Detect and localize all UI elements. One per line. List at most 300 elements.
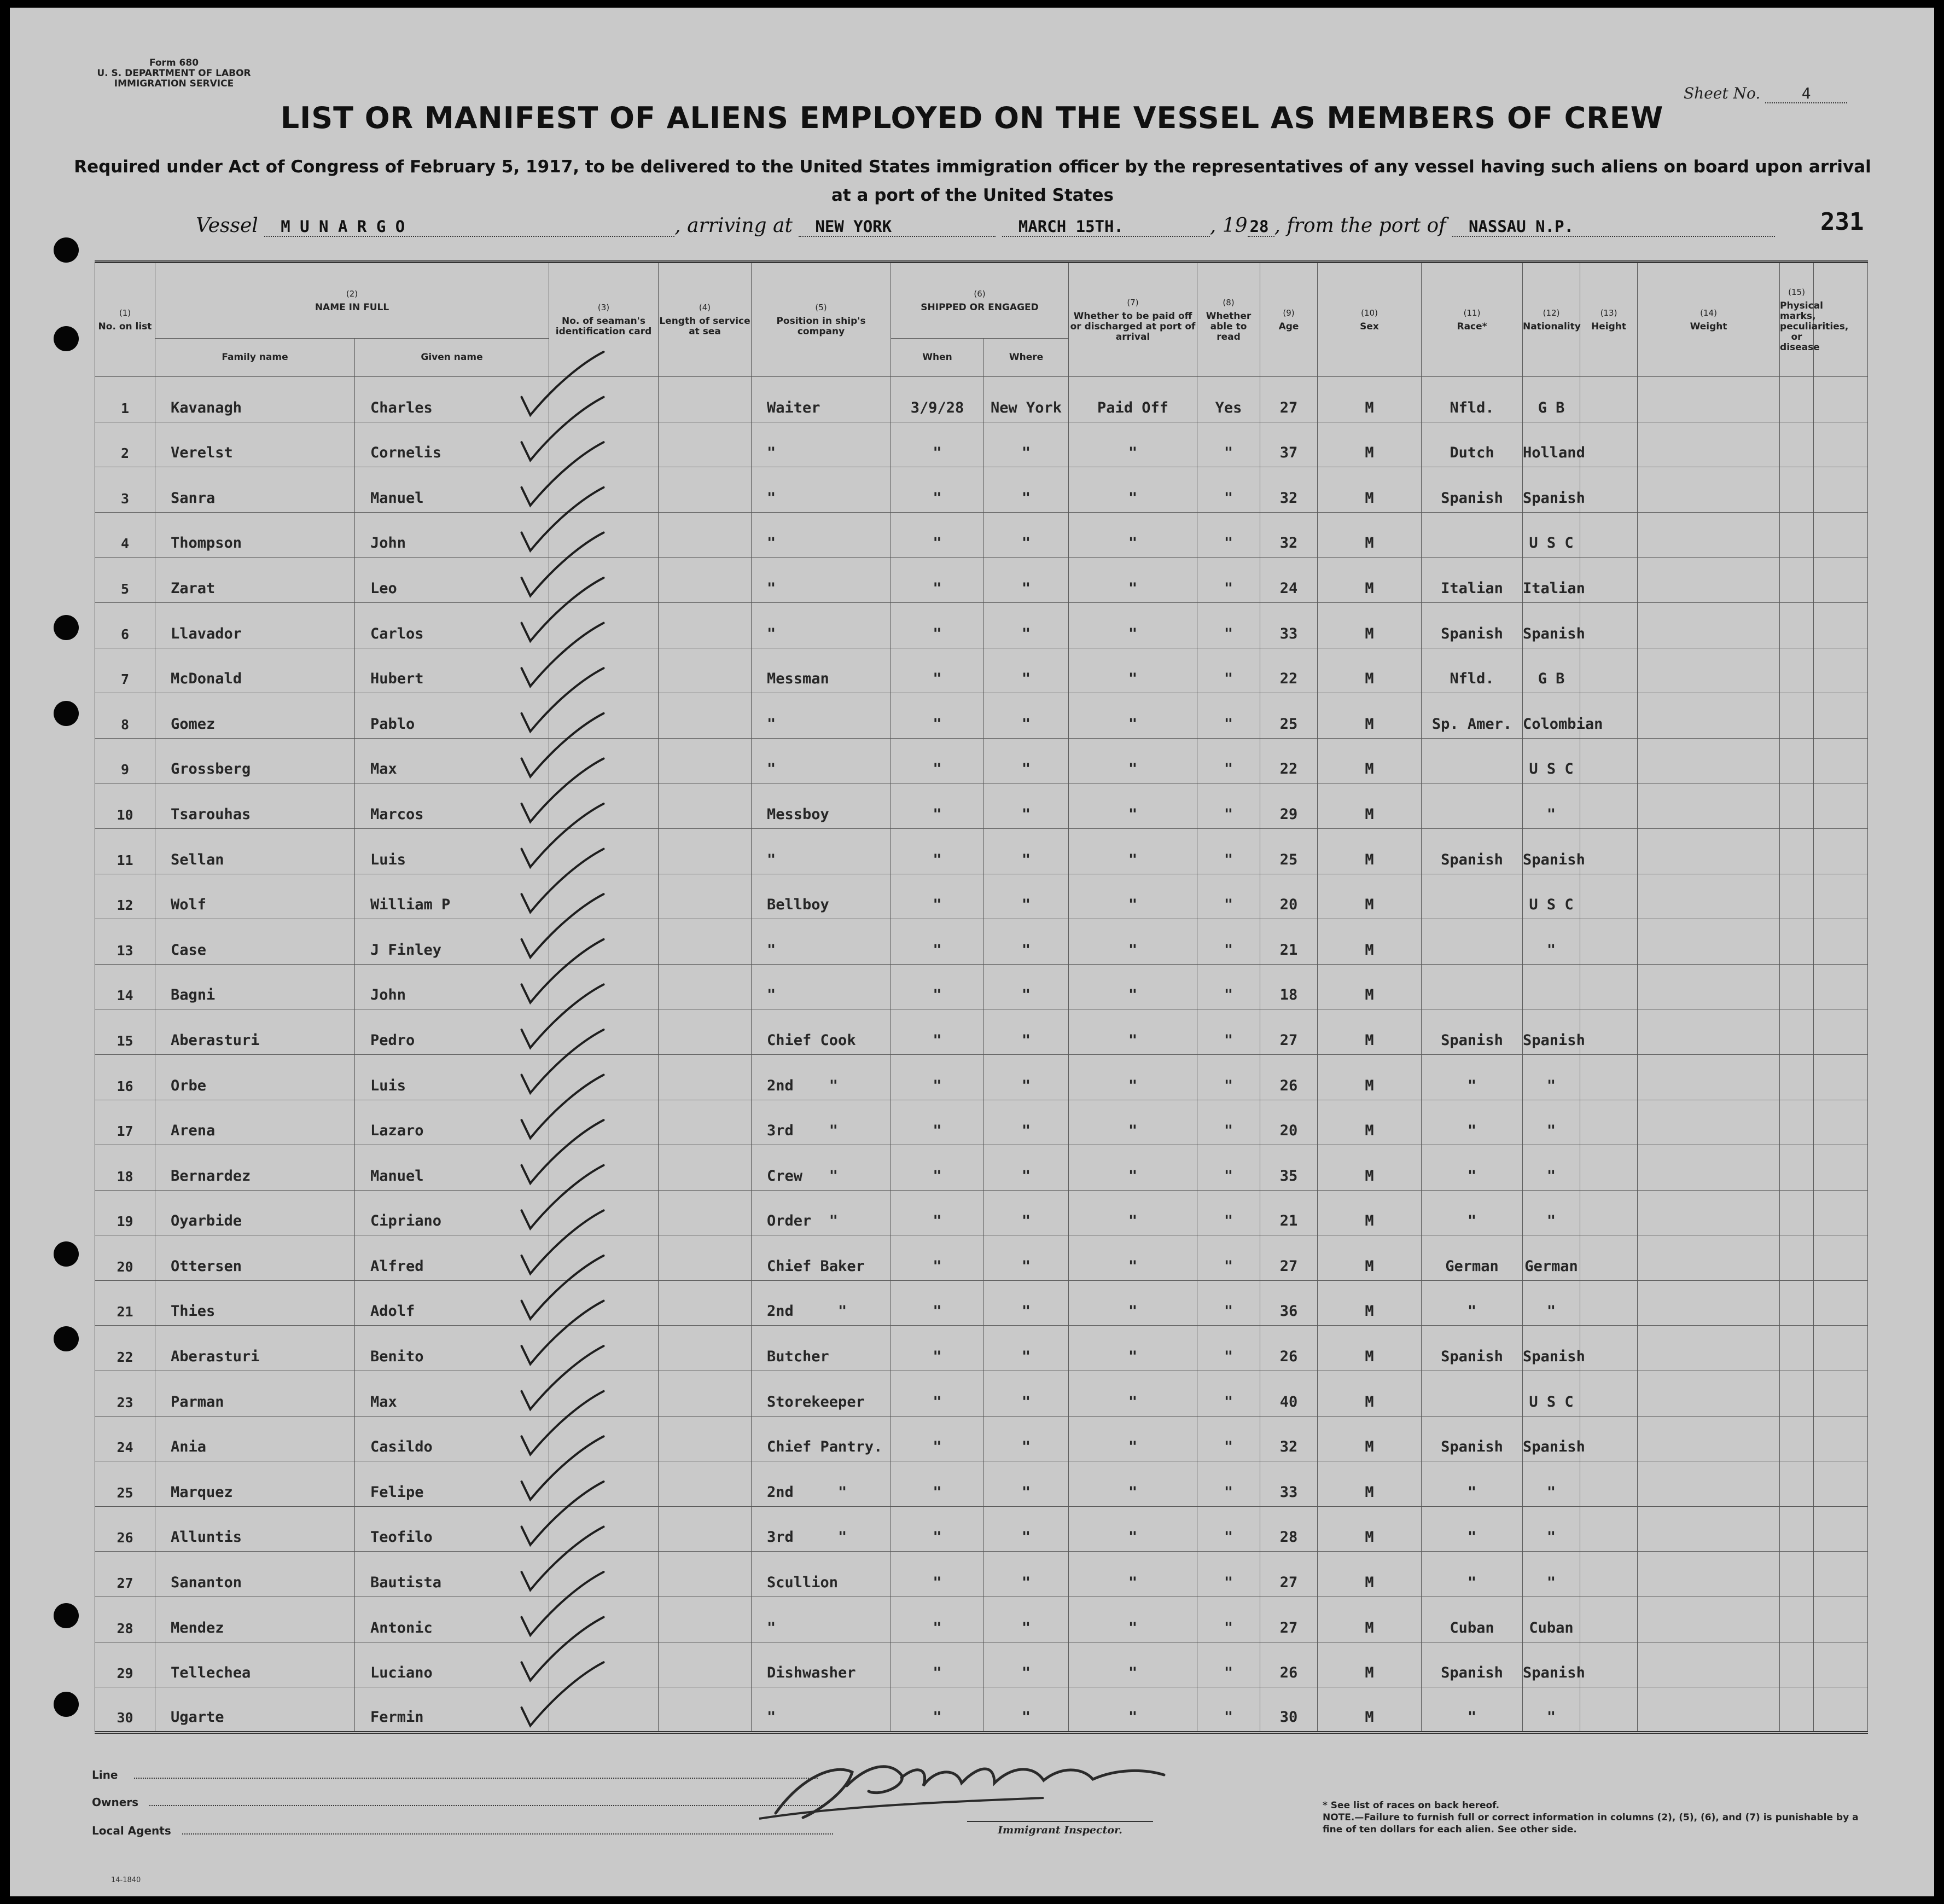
able-to-read: ": [1197, 783, 1260, 829]
manifest-number: 231: [1820, 208, 1864, 236]
paid-off: ": [1069, 1597, 1197, 1642]
age: 27: [1260, 1009, 1318, 1055]
crew-number: 17: [95, 1100, 155, 1145]
paid-off: ": [1069, 512, 1197, 558]
check-mark: [522, 668, 604, 732]
shipped-when: ": [891, 1416, 984, 1461]
sex: M: [1318, 1054, 1422, 1100]
position: 2nd ": [752, 1461, 891, 1507]
crew-number: 18: [95, 1145, 155, 1191]
able-to-read: ": [1197, 1416, 1260, 1461]
family-name: Parman: [155, 1371, 355, 1417]
race: ": [1422, 1190, 1523, 1235]
race: Nfld.: [1422, 377, 1523, 422]
shipped-where: ": [984, 1054, 1069, 1100]
inspector-signature: [737, 1753, 1186, 1830]
shipped-when: 3/9/28: [891, 377, 984, 422]
race: Sp. Amer.: [1422, 693, 1523, 739]
paid-off: ": [1069, 648, 1197, 693]
race: Nfld.: [1422, 648, 1523, 693]
sex: M: [1318, 1597, 1422, 1642]
check-mark: [522, 442, 604, 506]
check-mark: [522, 1617, 604, 1681]
shipped-where: ": [984, 422, 1069, 467]
department-name: U. S. DEPARTMENT OF LABOR: [97, 68, 251, 79]
arrival-year: 28: [1248, 217, 1274, 237]
given-name: William P: [355, 874, 549, 919]
column-header-shipped: (6) SHIPPED OR ENGAGED: [891, 262, 1069, 339]
shipped-where: ": [984, 1461, 1069, 1507]
from-port-label: , from the port of: [1274, 214, 1446, 237]
position: Bellboy: [752, 874, 891, 919]
paid-off: ": [1069, 693, 1197, 739]
family-name: Alluntis: [155, 1506, 355, 1552]
sex: M: [1318, 648, 1422, 693]
shipped-when: ": [891, 648, 984, 693]
family-name: Ugarte: [155, 1687, 355, 1733]
family-name: Kavanagh: [155, 377, 355, 422]
footnote: [1323, 1799, 1870, 1836]
able-to-read: ": [1197, 558, 1260, 603]
column-header-nationality: (12) Nationality: [1523, 262, 1580, 377]
age: 24: [1260, 558, 1318, 603]
given-name: Pedro: [355, 1009, 549, 1055]
age: 21: [1260, 919, 1318, 965]
able-to-read: ": [1197, 693, 1260, 739]
age: 36: [1260, 1280, 1318, 1326]
shipped-when: ": [891, 738, 984, 783]
nationality: Spanish: [1523, 1642, 1580, 1687]
nationality: ": [1523, 1190, 1580, 1235]
shipped-where: ": [984, 693, 1069, 739]
line-field: [92, 1768, 818, 1781]
age: 22: [1260, 648, 1318, 693]
shipped-where: ": [984, 1552, 1069, 1597]
paid-off: ": [1069, 1054, 1197, 1100]
family-name: Bernardez: [155, 1145, 355, 1191]
sex: M: [1318, 1552, 1422, 1597]
column-header-weight: (14) Weight: [1638, 262, 1780, 377]
race: Spanish: [1422, 1009, 1523, 1055]
position: Waiter: [752, 377, 891, 422]
able-to-read: ": [1197, 1552, 1260, 1597]
crew-number: 22: [95, 1326, 155, 1371]
crew-number: 7: [95, 648, 155, 693]
position: Dishwasher: [752, 1642, 891, 1687]
age: 33: [1260, 1461, 1318, 1507]
family-name: Arena: [155, 1100, 355, 1145]
shipped-where: ": [984, 558, 1069, 603]
crew-number: 21: [95, 1280, 155, 1326]
nationality: U S C: [1523, 1371, 1580, 1417]
shipped-when: ": [891, 1054, 984, 1100]
nationality: Spanish: [1523, 828, 1580, 874]
shipped-where: ": [984, 1280, 1069, 1326]
given-name: Pablo: [355, 693, 549, 739]
shipped-where: ": [984, 648, 1069, 693]
sex: M: [1318, 422, 1422, 467]
position: 2nd ": [752, 1280, 891, 1326]
sex: M: [1318, 1235, 1422, 1281]
sex: M: [1318, 783, 1422, 829]
family-name: Orbe: [155, 1054, 355, 1100]
year-prefix: , 19: [1209, 214, 1248, 237]
position: 3rd ": [752, 1100, 891, 1145]
nationality: Spanish: [1523, 602, 1580, 648]
crew-number: 11: [95, 828, 155, 874]
paid-off: ": [1069, 1506, 1197, 1552]
sex: M: [1318, 1642, 1422, 1687]
column-header-physical-marks: (15) Physical marks, peculiarities, or disease: [1780, 262, 1814, 377]
position: ": [752, 738, 891, 783]
column-header-name: (2) NAME IN FULL: [155, 262, 549, 339]
shipped-where: ": [984, 964, 1069, 1009]
age: 25: [1260, 693, 1318, 739]
column-header-when: When: [891, 339, 984, 377]
able-to-read: ": [1197, 1597, 1260, 1642]
position: ": [752, 919, 891, 965]
check-mark: [522, 1346, 604, 1409]
race: Spanish: [1422, 602, 1523, 648]
sex: M: [1318, 828, 1422, 874]
able-to-read: ": [1197, 1009, 1260, 1055]
sex: M: [1318, 919, 1422, 965]
shipped-when: ": [891, 964, 984, 1009]
service-name: IMMIGRATION SERVICE: [114, 78, 234, 89]
position: ": [752, 422, 891, 467]
column-header-height: (13) Height: [1580, 262, 1638, 377]
crew-number: 25: [95, 1461, 155, 1507]
nationality: ": [1523, 1552, 1580, 1597]
check-mark: [522, 1436, 604, 1500]
crew-number: 15: [95, 1009, 155, 1055]
check-mark: [522, 1210, 604, 1274]
nationality: Spanish: [1523, 1416, 1580, 1461]
nationality: G B: [1523, 377, 1580, 422]
sex: M: [1318, 693, 1422, 739]
sheet-number-value: 4: [1765, 84, 1847, 103]
family-name: Bagni: [155, 964, 355, 1009]
family-name: Wolf: [155, 874, 355, 919]
given-name: Max: [355, 1371, 549, 1417]
age: 40: [1260, 1371, 1318, 1417]
family-name: Llavador: [155, 602, 355, 648]
nationality: ": [1523, 1100, 1580, 1145]
given-name: Adolf: [355, 1280, 549, 1326]
given-name: Alfred: [355, 1235, 549, 1281]
crew-number: 13: [95, 919, 155, 965]
nationality: ": [1523, 1145, 1580, 1191]
check-mark: [522, 713, 604, 777]
paid-off: ": [1069, 1552, 1197, 1597]
column-header-read: (8) Whether able to read: [1197, 262, 1260, 377]
family-name: Tsarouhas: [155, 783, 355, 829]
check-mark: [522, 894, 604, 957]
arrival-port: NEW YORK: [799, 217, 996, 237]
column-header-number: (1) No. on list: [95, 262, 155, 377]
sex: M: [1318, 1506, 1422, 1552]
position: Chief Pantry.: [752, 1416, 891, 1461]
column-header-given-name: Given name: [355, 339, 549, 377]
crew-number: 16: [95, 1054, 155, 1100]
check-mark: [522, 1391, 604, 1455]
race: ": [1422, 1100, 1523, 1145]
position: Storekeeper: [752, 1371, 891, 1417]
able-to-read: ": [1197, 828, 1260, 874]
column-header-family-name: Family name: [155, 339, 355, 377]
shipped-when: ": [891, 1461, 984, 1507]
shipped-when: ": [891, 602, 984, 648]
crew-number: 26: [95, 1506, 155, 1552]
race: Spanish: [1422, 1326, 1523, 1371]
crew-number: 1: [95, 377, 155, 422]
column-header-paid-off: (7) Whether to be paid off or discharged at port of arrival: [1069, 262, 1197, 377]
family-name: Sananton: [155, 1552, 355, 1597]
age: 27: [1260, 1597, 1318, 1642]
paid-off: ": [1069, 1416, 1197, 1461]
column-header-race: (11) Race*: [1422, 262, 1523, 377]
family-name: Mendez: [155, 1597, 355, 1642]
sex: M: [1318, 1145, 1422, 1191]
shipped-where: New York: [984, 377, 1069, 422]
shipped-where: ": [984, 738, 1069, 783]
shipped-when: ": [891, 1280, 984, 1326]
position: Order ": [752, 1190, 891, 1235]
shipped-when: ": [891, 1190, 984, 1235]
arrival-date: MARCH 15TH.: [1002, 217, 1210, 237]
column-header-age: (9) Age: [1260, 262, 1318, 377]
able-to-read: ": [1197, 919, 1260, 965]
age: 25: [1260, 828, 1318, 874]
check-mark: [522, 1165, 604, 1229]
check-mark: [522, 1256, 604, 1319]
owners-label: Owners: [92, 1796, 139, 1809]
check-mark: [522, 352, 604, 415]
paid-off: ": [1069, 1687, 1197, 1733]
check-mark: [522, 532, 604, 596]
given-name: Antonic: [355, 1597, 549, 1642]
vessel-name: M U N A R G O: [264, 217, 674, 237]
given-name: Fermin: [355, 1687, 549, 1733]
column-header-where: Where: [984, 339, 1069, 377]
shipped-where: ": [984, 602, 1069, 648]
shipped-when: ": [891, 1552, 984, 1597]
shipped-where: ": [984, 919, 1069, 965]
check-mark: [522, 1482, 604, 1545]
sex: M: [1318, 1687, 1422, 1733]
shipped-where: ": [984, 1642, 1069, 1687]
nationality: ": [1523, 1687, 1580, 1733]
position: ": [752, 1687, 891, 1733]
age: 18: [1260, 964, 1318, 1009]
race: ": [1422, 1506, 1523, 1552]
shipped-where: ": [984, 1506, 1069, 1552]
given-name: Felipe: [355, 1461, 549, 1507]
age: 32: [1260, 1416, 1318, 1461]
race: German: [1422, 1235, 1523, 1281]
shipped-when: ": [891, 1235, 984, 1281]
sheet-number-label: Sheet No.: [1684, 84, 1761, 102]
nationality: Italian: [1523, 558, 1580, 603]
sex: M: [1318, 377, 1422, 422]
sex: M: [1318, 467, 1422, 513]
crew-number: 30: [95, 1687, 155, 1733]
sex: M: [1318, 1100, 1422, 1145]
shipped-where: ": [984, 828, 1069, 874]
position: ": [752, 964, 891, 1009]
paid-off: ": [1069, 422, 1197, 467]
column-header-sex: (10) Sex: [1318, 262, 1422, 377]
paid-off: ": [1069, 964, 1197, 1009]
position: ": [752, 693, 891, 739]
given-name: John: [355, 512, 549, 558]
position: 3rd ": [752, 1506, 891, 1552]
shipped-where: ": [984, 1100, 1069, 1145]
paid-off: ": [1069, 1100, 1197, 1145]
shipped-when: ": [891, 1145, 984, 1191]
able-to-read: ": [1197, 1100, 1260, 1145]
nationality: ": [1523, 1461, 1580, 1507]
family-name: Verelst: [155, 422, 355, 467]
check-mark: [522, 758, 604, 822]
shipped-when: ": [891, 783, 984, 829]
nationality: U S C: [1523, 738, 1580, 783]
sex: M: [1318, 874, 1422, 919]
shipped-where: ": [984, 1597, 1069, 1642]
shipped-when: ": [891, 1642, 984, 1687]
shipped-where: ": [984, 1235, 1069, 1281]
shipped-where: ": [984, 1326, 1069, 1371]
shipped-when: ": [891, 1597, 984, 1642]
paid-off: Paid Off: [1069, 377, 1197, 422]
check-mark: [522, 623, 604, 687]
family-name: Aberasturi: [155, 1326, 355, 1371]
given-name: Manuel: [355, 1145, 549, 1191]
family-name: Aberasturi: [155, 1009, 355, 1055]
paid-off: ": [1069, 467, 1197, 513]
nationality: Holland: [1523, 422, 1580, 467]
family-name: McDonald: [155, 648, 355, 693]
age: 20: [1260, 874, 1318, 919]
age: 35: [1260, 1145, 1318, 1191]
check-mark: [522, 397, 604, 461]
shipped-when: ": [891, 874, 984, 919]
able-to-read: ": [1197, 512, 1260, 558]
position: Messboy: [752, 783, 891, 829]
given-name: Luciano: [355, 1642, 549, 1687]
paid-off: ": [1069, 783, 1197, 829]
able-to-read: ": [1197, 1145, 1260, 1191]
form-code: 14-1840: [111, 1876, 141, 1884]
age: 22: [1260, 738, 1318, 783]
manifest-page: [10, 8, 1934, 1896]
sex: M: [1318, 1416, 1422, 1461]
given-name: Luis: [355, 828, 549, 874]
nationality: ": [1523, 1280, 1580, 1326]
family-name: Gomez: [155, 693, 355, 739]
shipped-when: ": [891, 1326, 984, 1371]
able-to-read: ": [1197, 422, 1260, 467]
sex: M: [1318, 738, 1422, 783]
position: Messman: [752, 648, 891, 693]
nationality: ": [1523, 1506, 1580, 1552]
age: 27: [1260, 377, 1318, 422]
able-to-read: ": [1197, 1054, 1260, 1100]
nationality: Cuban: [1523, 1597, 1580, 1642]
arriving-label: , arriving at: [674, 214, 793, 237]
race: ": [1422, 1687, 1523, 1733]
paid-off: ": [1069, 828, 1197, 874]
family-name: Case: [155, 919, 355, 965]
age: 27: [1260, 1235, 1318, 1281]
check-mark: [522, 984, 604, 1048]
sex: M: [1318, 1280, 1422, 1326]
age: 32: [1260, 467, 1318, 513]
nationality: U S C: [1523, 512, 1580, 558]
shipped-when: ": [891, 1371, 984, 1417]
race: Spanish: [1422, 467, 1523, 513]
given-name: Benito: [355, 1326, 549, 1371]
age: 29: [1260, 783, 1318, 829]
nationality: Spanish: [1523, 1009, 1580, 1055]
nationality: Colombian: [1523, 693, 1580, 739]
crew-number: 10: [95, 783, 155, 829]
shipped-where: ": [984, 1416, 1069, 1461]
position: ": [752, 467, 891, 513]
shipped-when: ": [891, 919, 984, 965]
given-name: Bautista: [355, 1552, 549, 1597]
shipped-where: ": [984, 1009, 1069, 1055]
paid-off: ": [1069, 1326, 1197, 1371]
shipped-when: ": [891, 828, 984, 874]
crew-number: 23: [95, 1371, 155, 1417]
crew-number: 28: [95, 1597, 155, 1642]
paid-off: ": [1069, 558, 1197, 603]
crew-number: 3: [95, 467, 155, 513]
given-name: Cornelis: [355, 422, 549, 467]
paid-off: ": [1069, 1009, 1197, 1055]
given-name: Lazaro: [355, 1100, 549, 1145]
age: 33: [1260, 602, 1318, 648]
departure-port: NASSAU N.P.: [1452, 217, 1775, 237]
paid-off: ": [1069, 1371, 1197, 1417]
sex: M: [1318, 558, 1422, 603]
position: ": [752, 558, 891, 603]
given-name: J Finley: [355, 919, 549, 965]
shipped-when: ": [891, 1687, 984, 1733]
race: ": [1422, 1461, 1523, 1507]
sex: M: [1318, 964, 1422, 1009]
check-mark: [522, 1301, 604, 1365]
position: ": [752, 512, 891, 558]
given-name: Manuel: [355, 467, 549, 513]
check-mark: [522, 939, 604, 1003]
paid-off: ": [1069, 919, 1197, 965]
age: 26: [1260, 1326, 1318, 1371]
race: ": [1422, 1280, 1523, 1326]
position: ": [752, 828, 891, 874]
owners-field: [92, 1796, 822, 1809]
footnote-penalty: NOTE.—Failure to furnish full or correct information in columns (2), (5), (6), and (7) is punishable by a fine of ten dollars for each alien. See other side.: [1323, 1812, 1859, 1835]
position: Crew ": [752, 1145, 891, 1191]
age: 28: [1260, 1506, 1318, 1552]
family-name: Thompson: [155, 512, 355, 558]
able-to-read: Yes: [1197, 377, 1260, 422]
sex: M: [1318, 512, 1422, 558]
local-agents-label: Local Agents: [92, 1824, 171, 1837]
check-mark: [522, 1075, 604, 1139]
crew-number: 12: [95, 874, 155, 919]
